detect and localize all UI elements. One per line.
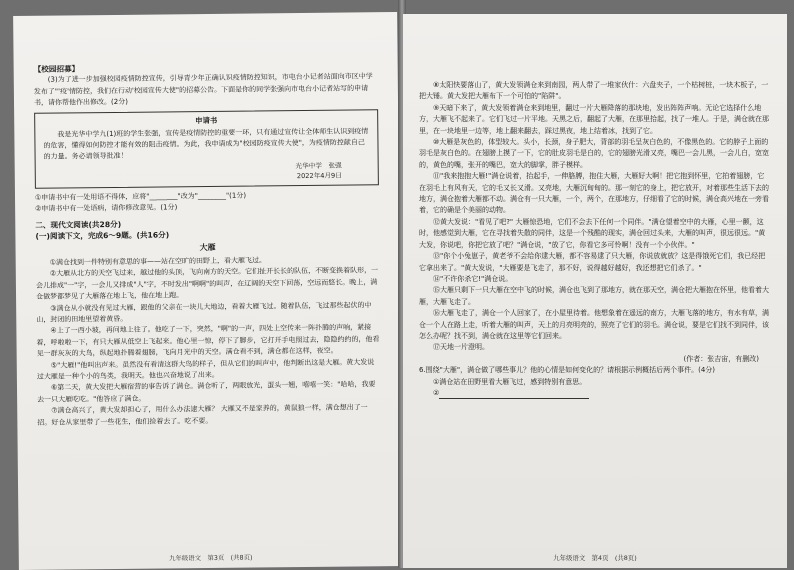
story-paragraph: ⑧太阳快要落山了，黄大发领满仓来到南园，两人带了一堆家伙什：六盘夹子，一个枯树桩，一块木板子，一把大锤。黄大发把大雁布下一个可怕的"陷阱"。: [419, 81, 769, 101]
question-6-example: ①满仓站在田野里看大雁飞过，感到特别有意思。: [433, 377, 587, 386]
question-6: 6.围绕"大雁"，满仓做了哪些事儿？他的心情是如何变化的？请根据示例概括后两个事件。(4分): [419, 366, 716, 375]
author-credit: (作者：张吉宙，有删改): [683, 354, 759, 363]
story-paragraph: ⑫黄大发说："看见了吧?" 大雁惊恐地，它们不会去下任何一个同伴。"满仓望着空中的大雁，心里一颤，这时，他感觉到大雁，它在寻找着失散的同伴，这是一个残酷的现实，满仓回过头来，大雁的叫声，很远很远。"黄大发，你说吧，你把它放了吧？"满仓说，"放了它，你看它多可怜啊！没有一个小伙伴。": [419, 217, 766, 249]
letter-signature: 光华中学 张强: [295, 161, 342, 170]
letter-body: 我是光华中学九(1)班的学生张强，宣传是疫情防控的重要一环，只有通过宣传让全体师生认识到疫情的危害，懂得如何防控才能有效的阻击疫情。为此，我申请成为"校园防疫宣传大使"，为疫情防控献自己的力量。务必请领导批准！: [43, 126, 369, 162]
story-paragraph: ⑬"你个小兔崽子，黄老爷不会给你逮大雁，都不容易逮了只大雁，你说放就放？这是得饿死它们，我已经把它拿出来了。"黄大发说，"大雁要是飞走了，那不好，说得越好越好，我还想把它们杀了。": [419, 252, 766, 272]
answer-blank[interactable]: [439, 390, 589, 399]
right-page-content: [419, 80, 771, 399]
letter-date: 2022年4月9日: [296, 171, 342, 180]
application-letter-box: [34, 109, 379, 189]
story-paragraph: ⑯大雁飞走了，满仓一个人回家了，在小屋里待着。他想象着在遥远的南方，大雁飞落的地方，有水有草，满仓一个人在路上走，听着大雁的叫声，天上的月亮明亮的，照亮了它们的羽毛。满仓说，要是它们找不到同伴，该怎么办呢？找不到，满仓就在这里等它们回来。: [419, 309, 769, 340]
right-page: [403, 14, 787, 568]
story-paragraph: ⑩大雁是灰色的，体型较大。头小，长颈，身子肥大，背部的羽毛呈灰白色的，不像黑色的。它的脖子上面的羽毛是灰白色的。在翅膀上摸了一下，它的肚皮羽毛是白的，它的翅膀光滑又亮，嘴巴一会儿黑，一会儿白，宽宽的，黄色的嘴，张开的嘴巴，宽大的脚掌，胖子模样。: [419, 138, 769, 169]
part-heading: 二、现代文阅读(共28分): [35, 219, 122, 230]
story-paragraph: ①满仓找到一件特别有意思的事——站在空旷的田野上，看大雁飞过。: [49, 256, 267, 267]
story-paragraph: ⑤"大雁!"他叫出声来。虽然没有看清这群大鸟的样子，但从它们的叫声中，他判断出这是大雁。黄大发说过大雁是一种个小的鸟类，我明天。他也兴奋地说了出来。: [36, 357, 375, 381]
story-paragraph: ⑮大雁只剩下一只大雁在空中飞的时候，满仓也飞到了那地方，就在那天空，满仓把大雁抱在怀里，他看着大雁，大雁飞走了。: [419, 286, 769, 306]
section-heading: 【校园招募】: [33, 64, 80, 74]
letter-title: 申请书: [195, 115, 218, 125]
story-paragraph: ⑪"我来抱抱大雁!"满仓说着，抬起手，一伸胳膊，抱住大雁，大雁好大啊！把它抱到怀里，它拍着翅膀，它在羽毛上有风有天，它的毛又长又滑。又亮地，大雁沉甸甸的。那一刻它的身上，把它放开，对着那些生活下去的地方，满仓抱着大雁都不动。满仓有一只大雁，一个，两个，在那地方，仔细看了它的时候，满仓高兴地在一旁看着，它的确是个美丽的动物。: [419, 172, 769, 215]
left-page: [13, 12, 403, 570]
story-paragraph: ⑰天地一片澄明。: [433, 343, 489, 352]
subpart-heading: (一)阅读下文，完成6～9题。(共16分): [35, 230, 170, 241]
left-page-content: [34, 60, 382, 429]
question-1: ①申请书中有一处用语不得体，应将"________"改为"________"(1分): [34, 191, 247, 202]
story-title: 大雁: [199, 243, 216, 253]
story-paragraph: ②大雁从北方的天空飞过来，越过他的头顶，飞向南方的天空。它们扯开长长的队伍，不断变换着队形，一会儿排成"一"字，一会儿又排成"人"字，不时发出"啊啊"的叫声，在辽阔的天空下回荡，空远而悠长。晚上，满仓做梦都梦见了大雁落在地上飞，他在地上跑。: [35, 266, 379, 301]
story-paragraph: ⑥第二天，黄大发把大雁宿营的事告诉了满仓。满仓听了，两眼放光，蛋头一翘，嘻嘻一笑："哈哈，我要去一只大雁吃吃。"他答应了满仓。: [37, 380, 376, 404]
story-paragraph: ⑭"不许你杀它!"满仓说。: [433, 274, 513, 283]
story-paragraph: ⑨天暗下来了，黄大发领着满仓来到地里，翻过一片大雁降落的那块地，发出阵阵声响。无论它选择什么地方，大雁飞不起来了。它们飞过一片平地。天黑之后，翻起了大雁，在那里拾起，找了一堆人。于是，满仓就在那里，在一块地里一边等，地上翻来翻去，踩过黑夜，地上结着冰，找到了它。: [419, 103, 769, 135]
story-paragraph: ③满仓从小就没有见过大雁，跟他的父亲在一块儿大地边，看着大雁飞过。随着队伍，飞过那些起伏的中山，封闭的田地里望着黄昏。: [36, 300, 372, 324]
story-paragraph: ⑦满仓高兴了，黄大发却担心了，用什么办法逮大雁？ 大雁又不是家养的，黄鼠狼一样，满仓想出了一招。好仓从家里带了一些花生，他们捡着去了。吃不要。: [37, 403, 368, 427]
question-intro: (3)为了进一步加强校园疫情防控宣传，引导青少年正确认识疫情防控知识，市电台小记者站面向市区中学发布了"'疫'情防控，我们在行动'校园宣传大使"的招募公告。下面是你的同学张强向市电台小记者站写的申请书，请你帮他作出修改。(2分): [33, 72, 373, 108]
page-footer: 九年级语文 第3页 (共8页): [169, 553, 253, 563]
question-2: ②申请书中有一处语病，请你修改意见。(1分): [35, 203, 178, 214]
story-paragraph: ④上了一西小坡，再问地上往了。他吃了一下，突然，"啊"的一声，四处上空传来一阵扑腾的声响，紧接着，呼啦啦一下，有只大雁从低空上飞起来。他心里一惊，停下了脚步，它打开手电照过去，隐隐约约的，他看见一群灰灰的大鸟，纵起地扑腾着翅膀，飞向月光中的天空。满仓看不到，满仓都在这样，夜空。: [36, 323, 380, 358]
question-6-answer-line[interactable]: ②: [419, 388, 771, 399]
page-footer: 九年级语文 第4页 (共8页): [553, 554, 637, 562]
